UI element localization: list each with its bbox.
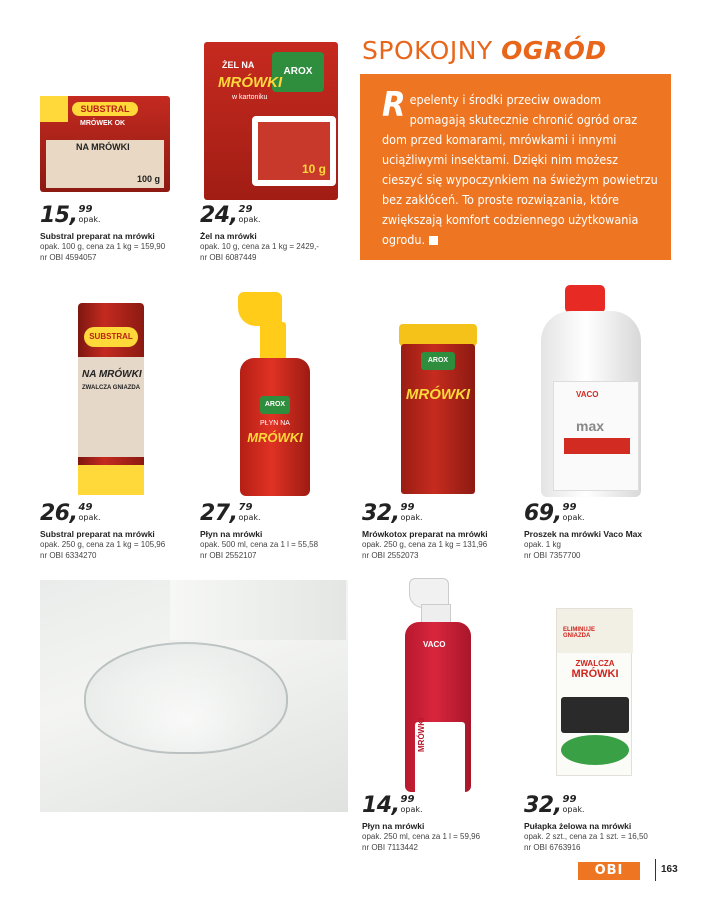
intro-text: epelenty i środki przeciw owadom pomagają skutecznie chronić ogród oraz dom przed komarami, mrówkami i innymi uciążliwymi insektami. Dzięki nim możesz cieszyć się wypoczynkiem na świeżym powietrzu bez zakłóceń. To proste rozwiązania, które zwiększają komfort codziennego użytkowania ogrodu. — [382, 92, 658, 247]
product-info: opak. 250 g, cena za 1 kg = 131,96 — [362, 540, 488, 549]
product-card — [40, 503, 210, 561]
product-info: opak. 250 ml, cena za 1 l = 59,96 — [362, 832, 481, 841]
section-title: SPOKOJNY OGRÓD — [362, 36, 607, 65]
product-card — [200, 503, 370, 561]
product-name: Substral preparat na mrówki — [40, 231, 155, 241]
price: 14, 99 opak. — [362, 793, 423, 818]
product-card — [40, 205, 210, 263]
ants-in-glass-bowl-photo — [40, 580, 348, 812]
substral-small-pack-image: SUBSTRAL MRÓWEK OK NA MRÓWKI 100 g — [40, 96, 170, 192]
vaco-spray-bottle-image: VACO MRÓWKI — [403, 578, 473, 792]
product-card — [362, 503, 532, 561]
arox-gel-box-image: AROX ŻEL NA MRÓWKI w kartoniku 10 g — [204, 42, 338, 200]
product-sku: nr OBI 2552073 — [362, 551, 419, 560]
price: 32, 99 opak. — [362, 501, 423, 526]
arox-spray-bottle-image: AROX PŁYN NA MRÓWKI — [226, 292, 316, 496]
product-sku: nr OBI 7357700 — [524, 551, 581, 560]
product-info: opak. 10 g, cena za 1 kg = 2429,- — [200, 242, 319, 251]
product-info: opak. 1 kg — [524, 540, 561, 549]
intro-dropcap: R — [382, 85, 406, 125]
product-name: Płyn na mrówki — [362, 821, 425, 831]
product-name: Substral preparat na mrówki — [40, 529, 155, 539]
product-name: Płyn na mrówki — [200, 529, 263, 539]
product-sku: nr OBI 4594057 — [40, 253, 97, 262]
product-card — [362, 795, 532, 853]
page-number: 163 — [661, 864, 678, 875]
product-info: opak. 250 g, cena za 1 kg = 105,96 — [40, 540, 166, 549]
product-info: opak. 2 szt., cena za 1 szt. = 16,50 — [524, 832, 648, 841]
arox-mrowkotox-jar-image: AROX MRÓWKI — [399, 324, 477, 494]
price: 26, 49 opak. — [40, 501, 101, 526]
obi-logo: OBI — [578, 862, 640, 880]
product-name: Proszek na mrówki Vaco Max — [524, 529, 643, 539]
product-card — [200, 205, 370, 263]
price: 27, 79 opak. — [200, 501, 261, 526]
product-sku: nr OBI 6763916 — [524, 843, 581, 852]
product-card — [524, 503, 694, 561]
product-name: Mrówkotox preparat na mrówki — [362, 529, 488, 539]
price: 32, 99 opak. — [524, 793, 585, 818]
page-divider — [655, 859, 656, 881]
product-card — [524, 795, 694, 853]
product-name: Pułapka żelowa na mrówki — [524, 821, 632, 831]
product-sku: nr OBI 6334270 — [40, 551, 97, 560]
price: 15, 99 opak. — [40, 203, 101, 228]
product-sku: nr OBI 7113442 — [362, 843, 418, 852]
price: 24, 29 opak. — [200, 203, 261, 228]
product-info: opak. 100 g, cena za 1 kg = 159,90 — [40, 242, 166, 251]
ant-trap-box-image: ELIMINUJE GNIAZDA ZWALCZA MRÓWKI — [556, 608, 632, 776]
vaco-max-bottle-image: VACO max — [535, 285, 647, 497]
product-sku: nr OBI 6087449 — [200, 253, 257, 262]
product-sku: nr OBI 2552107 — [200, 551, 257, 560]
price: 69, 99 opak. — [524, 501, 585, 526]
intro-box — [360, 74, 671, 260]
product-info: opak. 500 ml, cena za 1 l = 55,58 — [200, 540, 319, 549]
product-name: Żel na mrówki — [200, 231, 257, 241]
substral-large-can-image: SUBSTRAL NA MRÓWKI ZWALCZA GNIAZDA — [78, 303, 144, 495]
end-square-icon — [429, 236, 438, 245]
